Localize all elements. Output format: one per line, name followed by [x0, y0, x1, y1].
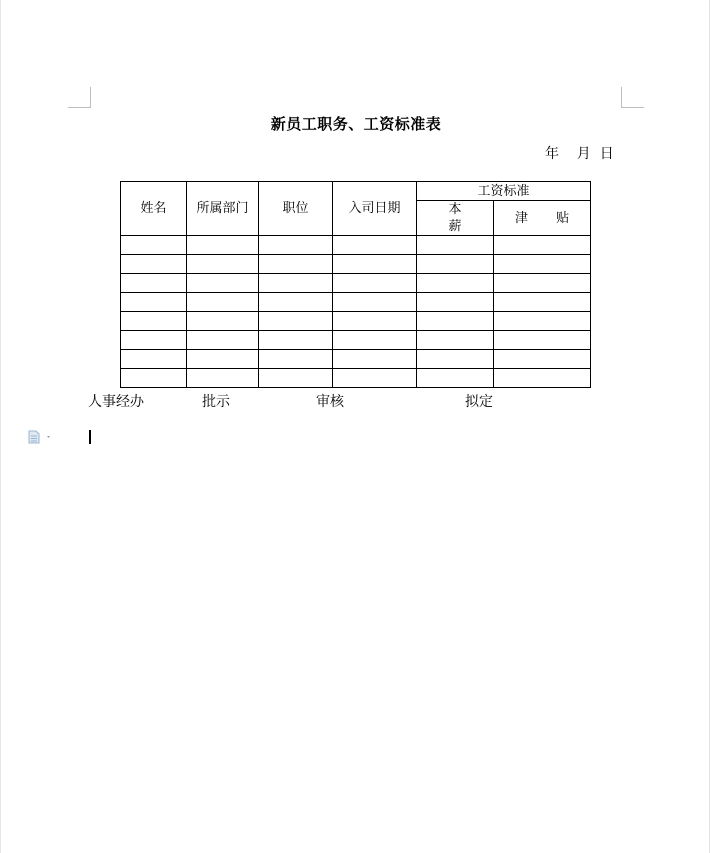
signature-draft[interactable]: 拟定 — [465, 394, 493, 410]
header-wage-standard[interactable]: 工资标准 — [417, 182, 591, 201]
table-cell[interactable] — [259, 369, 333, 388]
table-cell[interactable] — [121, 236, 187, 255]
signature-hr[interactable]: 人事经办 — [88, 394, 144, 410]
table-cell[interactable] — [187, 350, 259, 369]
table-row[interactable] — [121, 255, 591, 274]
table-cell[interactable] — [259, 293, 333, 312]
table-row[interactable] — [121, 274, 591, 293]
table-cell[interactable] — [417, 274, 494, 293]
document-options-icon[interactable] — [28, 429, 56, 443]
table-cell[interactable] — [187, 312, 259, 331]
margin-corner-top-left — [68, 87, 91, 108]
table-cell[interactable] — [417, 293, 494, 312]
table-cell[interactable] — [259, 255, 333, 274]
table-cell[interactable] — [333, 293, 417, 312]
table-cell[interactable] — [333, 255, 417, 274]
signature-review[interactable]: 审核 — [316, 394, 344, 410]
signature-approve[interactable]: 批示 — [202, 394, 230, 410]
table-cell[interactable] — [333, 350, 417, 369]
date-line[interactable]: 年 月 日 — [545, 146, 614, 162]
table-cell[interactable] — [494, 331, 591, 350]
table-cell[interactable] — [187, 255, 259, 274]
table-body — [121, 236, 591, 388]
table-cell[interactable] — [333, 236, 417, 255]
table-cell[interactable] — [259, 312, 333, 331]
table-cell[interactable] — [417, 369, 494, 388]
table-cell[interactable] — [333, 331, 417, 350]
table-cell[interactable] — [121, 255, 187, 274]
table-cell[interactable] — [494, 293, 591, 312]
table-cell[interactable] — [333, 312, 417, 331]
header-position[interactable]: 职位 — [259, 182, 333, 236]
text-cursor — [89, 430, 91, 444]
header-name[interactable]: 姓名 — [121, 182, 187, 236]
table-cell[interactable] — [259, 350, 333, 369]
table-cell[interactable] — [494, 312, 591, 331]
table-cell[interactable] — [494, 255, 591, 274]
header-department[interactable]: 所属部门 — [187, 182, 259, 236]
table-cell[interactable] — [494, 274, 591, 293]
table-cell[interactable] — [121, 350, 187, 369]
table-cell[interactable] — [417, 255, 494, 274]
table-cell[interactable] — [121, 331, 187, 350]
table-row[interactable] — [121, 293, 591, 312]
document-title[interactable]: 新员工职务、工资标准表 — [270, 115, 442, 133]
table-cell[interactable] — [121, 369, 187, 388]
table-cell[interactable] — [259, 274, 333, 293]
table-cell[interactable] — [417, 312, 494, 331]
table-cell[interactable] — [494, 236, 591, 255]
table-cell[interactable] — [187, 236, 259, 255]
table-cell[interactable] — [333, 369, 417, 388]
table-cell[interactable] — [417, 331, 494, 350]
table-row[interactable] — [121, 369, 591, 388]
table-row[interactable] — [121, 312, 591, 331]
table-cell[interactable] — [417, 350, 494, 369]
table-cell[interactable] — [121, 274, 187, 293]
table-cell[interactable] — [494, 369, 591, 388]
table-cell[interactable] — [187, 274, 259, 293]
table-cell[interactable] — [494, 350, 591, 369]
header-base-salary[interactable]: 本 薪 — [417, 201, 494, 236]
table-row[interactable] — [121, 331, 591, 350]
header-join-date[interactable]: 入司日期 — [333, 182, 417, 236]
margin-corner-top-right — [621, 87, 644, 108]
table-cell[interactable] — [187, 293, 259, 312]
table-cell[interactable] — [187, 369, 259, 388]
table-cell[interactable] — [417, 236, 494, 255]
wage-standard-table[interactable] — [120, 181, 591, 388]
table-cell[interactable] — [259, 236, 333, 255]
header-allowance[interactable]: 津 贴 — [494, 201, 591, 236]
table-row[interactable] — [121, 236, 591, 255]
table-cell[interactable] — [121, 312, 187, 331]
table-cell[interactable] — [259, 331, 333, 350]
table-cell[interactable] — [187, 331, 259, 350]
table-cell[interactable] — [121, 293, 187, 312]
table-cell[interactable] — [333, 274, 417, 293]
table-row[interactable] — [121, 350, 591, 369]
